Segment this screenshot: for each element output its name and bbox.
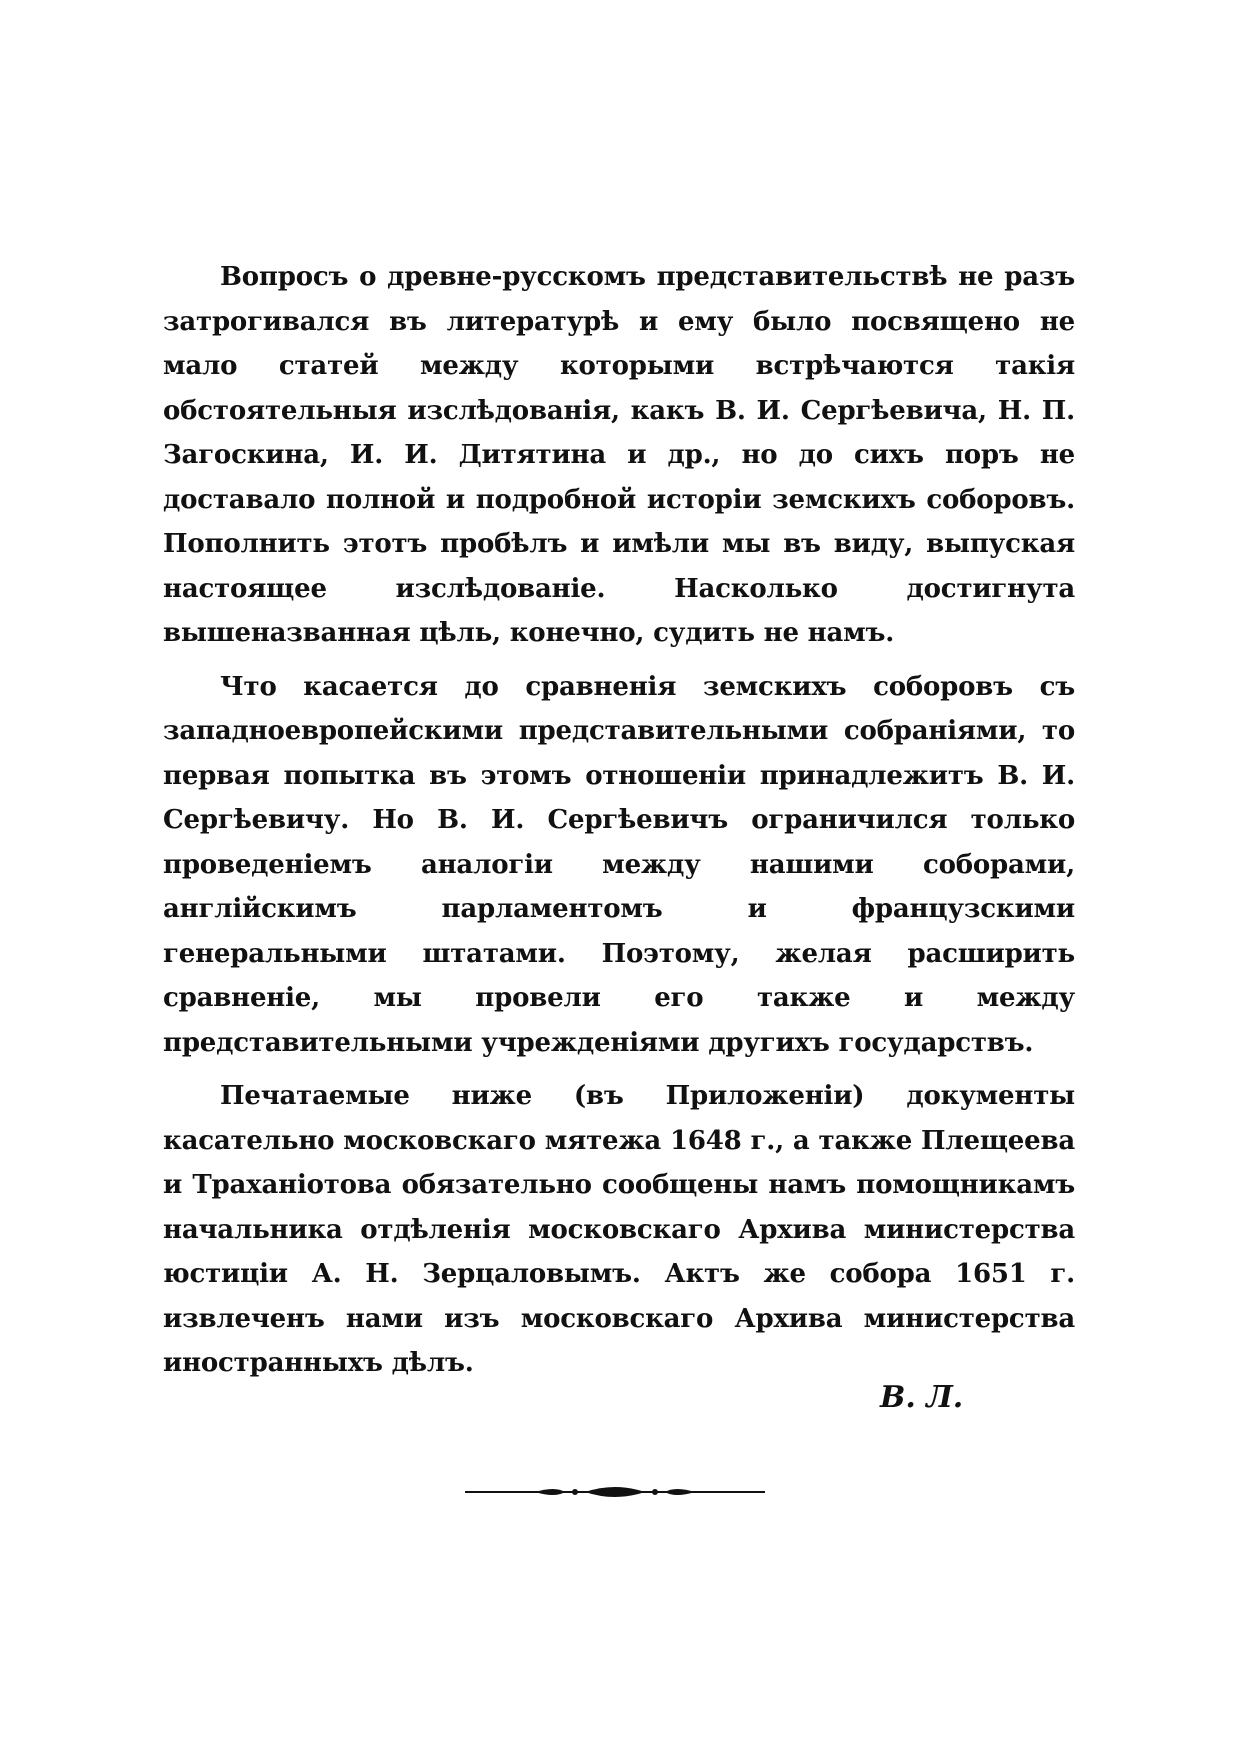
paragraph-1: Вопросъ о древне-русскомъ представительствѣ не разъ затрогивался въ литературѣ и ему было посвящено не мало статей между которыми встрѣчаются такія обстоятельныя изслѣдованія, какъ В. И. Сергѣевича, Н. П. Загоскина, И. И. Дитятина и др., но до сихъ поръ не доставало полной и подробной исторіи земскихъ соборовъ. Пополнить этотъ пробѣлъ и имѣли мы въ виду, выпуская настоящее изслѣдованіе. Насколько достигнута вышеназванная цѣль, конечно, судить не намъ. (163, 262, 1075, 648)
preface-text (163, 255, 1075, 1395)
paragraph-3: Печатаемые ниже (въ Приложеніи) документы касательно московскаго мятежа 1648 г., а также Плещеева и Траханіотова обязательно сообщены намъ помощникамъ начальника отдѣленія московскаго Архива министерства юстиціи А. Н. Зерцаловымъ. Актъ же собора 1651 г. извлеченъ нами изъ московскаго Архива министерства иностранныхъ дѣлъ. (163, 1081, 1075, 1378)
ornament-divider (465, 1482, 765, 1502)
paragraph-2: Что касается до сравненія земскихъ соборовъ съ западноевропейскими представительными собраніями, то первая попытка въ этомъ отношеніи принадлежитъ В. И. Сергѣевичу. Но В. И. Сергѣевичъ ограничился только проведеніемъ аналогіи между нашими соборами, англійскимъ парламентомъ и французскими генеральными штатами. Поэтому, желая расширить сравненіе, мы провели его также и между представительными учрежденіями другихъ государствъ. (163, 671, 1075, 1058)
author-signature: В. Л. (880, 1380, 964, 1415)
